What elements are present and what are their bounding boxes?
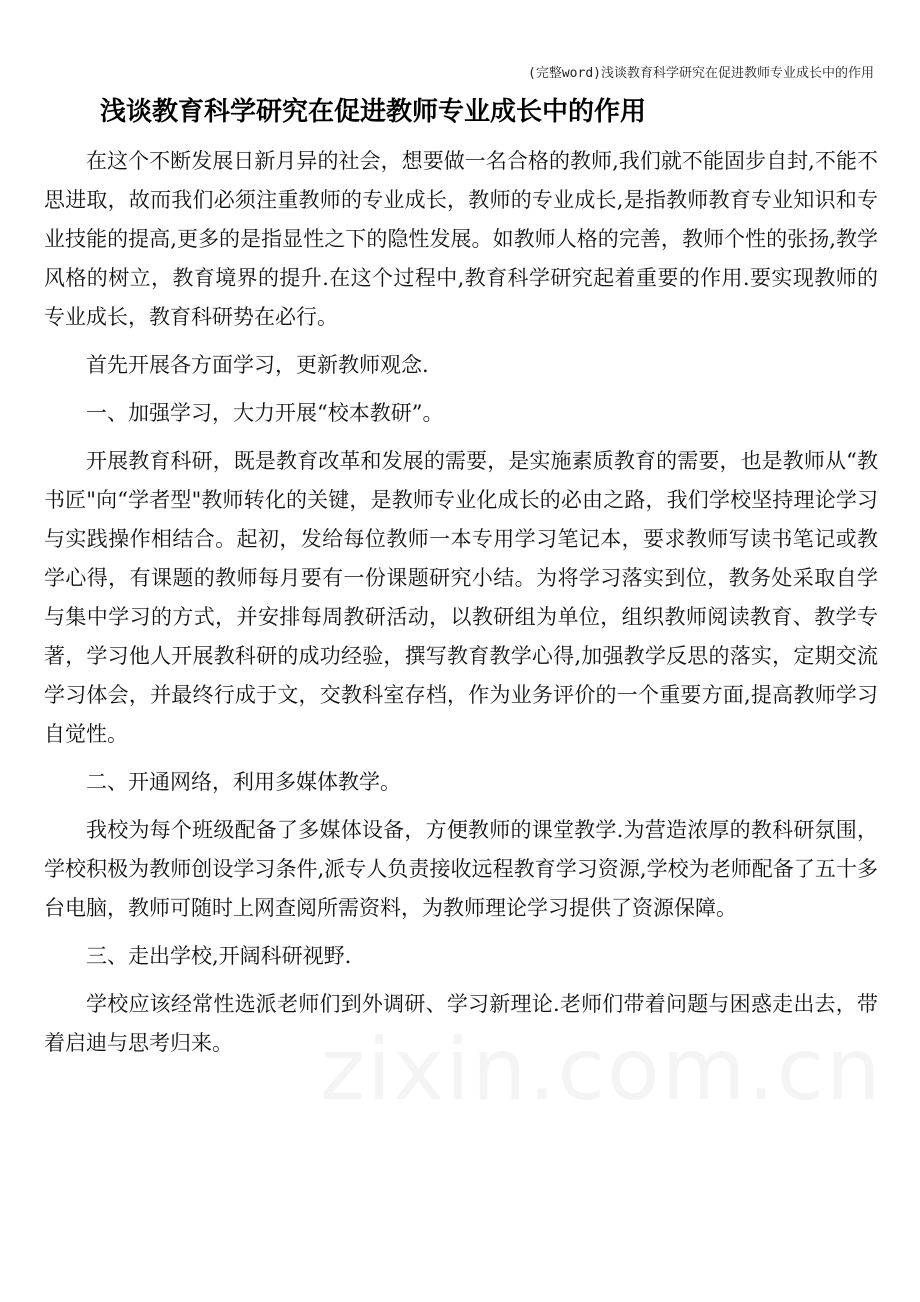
document-body: [44, 142, 878, 1072]
paragraph-intro: 在这个不断发展日新月异的社会，想要做一名合格的教师,我们就不能固步自封,不能不思进取，故而我们必须注重教师的专业成长，教师的专业成长,是指教师教育专业知识和专业技能的提高,更多的是指显性之下的隐性发展。如教师人格的完善，教师个性的张扬,教学风格的树立，教育境界的提升.在这个过程中,教育科学研究起着重要的作用.要实现教师的专业成长，教育科研势在必行。: [44, 149, 878, 329]
paragraph-section-1: 开展教育科研，既是教育改革和发展的需要，是实施素质教育的需要，也是教师从“教书匠"向“学者型"教师转化的关键，是教师专业化成长的必由之路，我们学校坚持理论学习与实践操作相结合。起初，发给每位教师一本专用学习笔记本，要求教师写读书笔记或教学心得，有课题的教师每月要有一份课题研究小结。为将学习落实到位，教务处采取自学与集中学习的方式，并安排每周教研活动，以教研组为单位，组织教师阅读教育、教学专著，学习他人开展教科研的成功经验，撰写教育教学心得,加强教学反思的落实，定期交流学习体会，并最终行成于文，交教科室存档，作为业务评价的一个重要方面,提高教师学习自觉性。: [44, 449, 878, 746]
paragraph-section-3: 学校应该经常性选派老师们到外调研、学习新理论.老师们带着问题与困惑走出去，带着启迪与思考归来。: [44, 992, 878, 1055]
paragraph-section-2: 我校为每个班级配备了多媒体设备，方便教师的课堂教学.为营造浓厚的教科研氛围，学校积极为教师创设学习条件,派专人负责接收远程教育学习资源,学校为老师配备了五十多台电脑，教师可随时上网查阅所需资料，为教师理论学习提供了资源保障。: [44, 818, 878, 920]
watermark: zixin.com.cn: [320, 1020, 883, 1120]
document-title: 浅谈教育科学研究在促进教师专业成长中的作用: [100, 97, 647, 127]
paragraph-first-step: 首先开展各方面学习，更新教师观念.: [86, 353, 429, 377]
section-heading-1: 一、加强学习，大力开展“校本教研”。: [86, 401, 444, 425]
section-heading-2: 二、开通网络，利用多媒体教学。: [86, 770, 401, 794]
section-heading-3: 三、走出学校,开阔科研视野.: [86, 944, 352, 968]
running-header: (完整word)浅谈教育科学研究在促进教师专业成长中的作用: [528, 66, 874, 81]
